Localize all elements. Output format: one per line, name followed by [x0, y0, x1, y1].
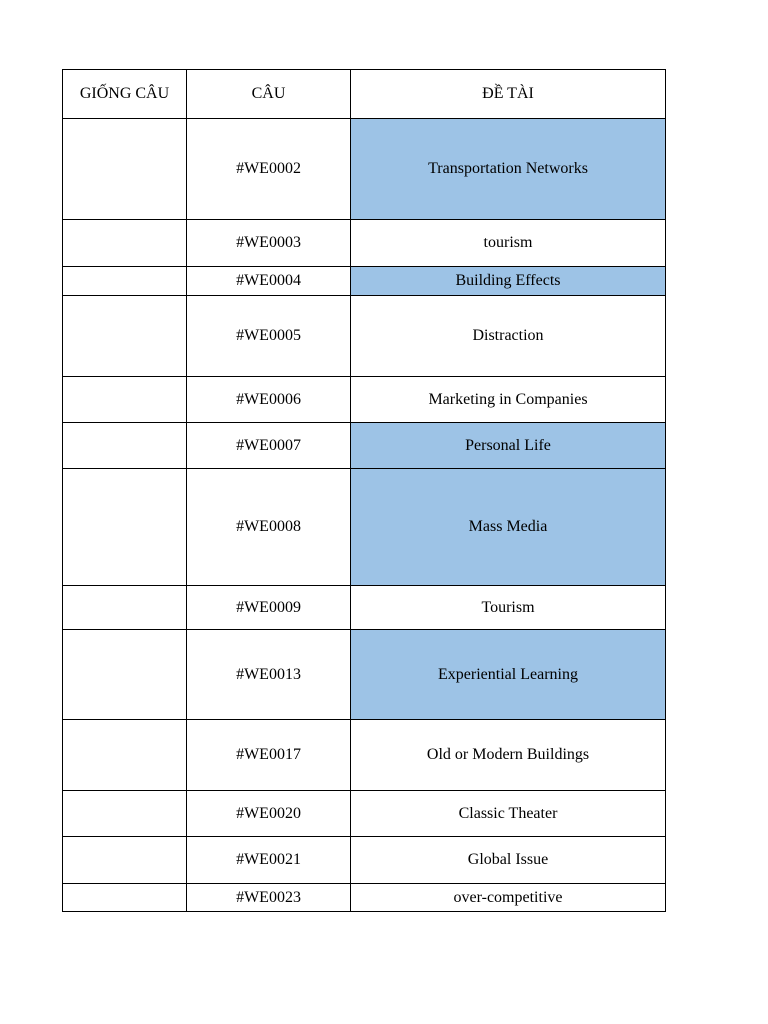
- table-row: [63, 267, 666, 296]
- question-id-cell: #WE0007: [187, 423, 351, 469]
- similar-cell: [63, 119, 187, 220]
- table-row: [63, 630, 666, 720]
- topic-cell: Mass Media: [351, 469, 666, 586]
- question-id-cell: #WE0009: [187, 586, 351, 630]
- topic-cell: Distraction: [351, 296, 666, 377]
- table-row: [63, 119, 666, 220]
- similar-cell: [63, 720, 187, 791]
- topic-cell: Transportation Networks: [351, 119, 666, 220]
- similar-cell: [63, 423, 187, 469]
- topic-cell: Tourism: [351, 586, 666, 630]
- similar-cell: [63, 469, 187, 586]
- table-row: [63, 220, 666, 267]
- similar-cell: [63, 220, 187, 267]
- similar-cell: [63, 377, 187, 423]
- similar-cell: [63, 586, 187, 630]
- topic-cell: Personal Life: [351, 423, 666, 469]
- question-id-cell: #WE0006: [187, 377, 351, 423]
- table-row: [63, 884, 666, 912]
- similar-cell: [63, 837, 187, 884]
- similar-cell: [63, 791, 187, 837]
- similar-cell: [63, 296, 187, 377]
- table-row: [63, 469, 666, 586]
- table-row: [63, 837, 666, 884]
- topic-cell: Classic Theater: [351, 791, 666, 837]
- header-row: [63, 70, 666, 119]
- header-similar-question: GIỐNG CÂU: [63, 70, 187, 119]
- question-id-cell: #WE0008: [187, 469, 351, 586]
- table-row: [63, 791, 666, 837]
- table-row: [63, 377, 666, 423]
- topic-cell: Experiential Learning: [351, 630, 666, 720]
- question-id-cell: #WE0023: [187, 884, 351, 912]
- header-topic: ĐỀ TÀI: [351, 70, 666, 119]
- similar-cell: [63, 630, 187, 720]
- topic-cell: Old or Modern Buildings: [351, 720, 666, 791]
- question-id-cell: #WE0020: [187, 791, 351, 837]
- question-id-cell: #WE0004: [187, 267, 351, 296]
- table-row: [63, 296, 666, 377]
- question-id-cell: #WE0003: [187, 220, 351, 267]
- question-id-cell: #WE0005: [187, 296, 351, 377]
- question-id-cell: #WE0013: [187, 630, 351, 720]
- similar-cell: [63, 267, 187, 296]
- similar-cell: [63, 884, 187, 912]
- topic-cell: over-competitive: [351, 884, 666, 912]
- question-id-cell: #WE0021: [187, 837, 351, 884]
- table-row: [63, 720, 666, 791]
- topic-cell: Building Effects: [351, 267, 666, 296]
- topic-cell: Global Issue: [351, 837, 666, 884]
- question-id-cell: #WE0017: [187, 720, 351, 791]
- table-row: [63, 423, 666, 469]
- topic-cell: Marketing in Companies: [351, 377, 666, 423]
- topic-table: [62, 69, 666, 912]
- topic-cell: tourism: [351, 220, 666, 267]
- question-id-cell: #WE0002: [187, 119, 351, 220]
- table-row: [63, 586, 666, 630]
- header-question: CÂU: [187, 70, 351, 119]
